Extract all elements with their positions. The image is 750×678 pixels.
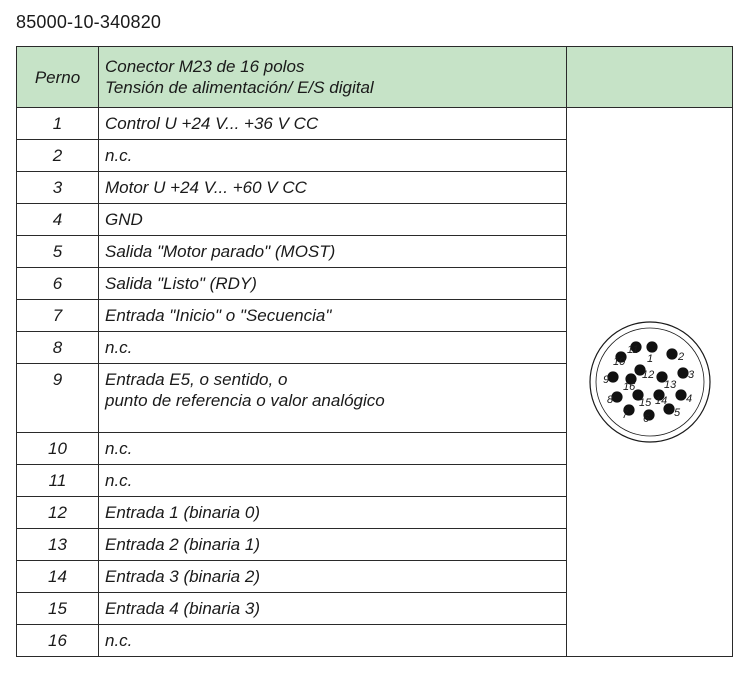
pin-number: 11 [17,465,99,497]
pin-number: 3 [17,172,99,204]
connector-pin-label-10: 10 [612,356,625,368]
connector-pin-3 [677,367,688,378]
connector-pin-label-3: 3 [687,369,694,381]
connector-pin-label-1: 1 [646,353,653,365]
connector-pin-label-2: 2 [677,351,684,363]
connector-pin-label-6: 6 [642,413,649,425]
pin-number: 15 [17,593,99,625]
pin-number: 14 [17,561,99,593]
header-title [99,47,567,108]
pin-description [99,364,567,433]
table-row [17,108,733,140]
header-diagram-cell [567,47,733,108]
pin-description: Salida "Motor parado" (MOST) [99,236,567,268]
connector-diagram-cell [567,108,733,657]
connector-pin-1 [646,341,657,352]
pin-number: 1 [17,108,99,140]
pin-number: 2 [17,140,99,172]
pin-description: Motor U +24 V... +60 V CC [99,172,567,204]
pin-number: 8 [17,332,99,364]
pin-number: 4 [17,204,99,236]
pin-description-line1: Entrada E5, o sentido, o [105,370,288,389]
pin-description: Entrada 1 (binaria 0) [99,497,567,529]
pin-description: Control U +24 V... +36 V CC [99,108,567,140]
pin-number: 10 [17,433,99,465]
connector-pin-label-9: 9 [602,374,609,386]
connector-pin-label-5: 5 [673,407,680,419]
m23-connector-icon [585,317,715,447]
pin-number: 16 [17,625,99,657]
pin-number: 6 [17,268,99,300]
pin-number: 13 [17,529,99,561]
connector-pin-label-7: 7 [621,409,628,421]
connector-pin-2 [666,348,677,359]
connector-pin-label-14: 14 [654,395,667,407]
part-number: 85000-10-340820 [16,12,162,32]
pin-number: 7 [17,300,99,332]
pin-description: n.c. [99,433,567,465]
table-header-row [17,47,733,108]
pin-description: GND [99,204,567,236]
pin-description: n.c. [99,140,567,172]
pin-number: 12 [17,497,99,529]
header-pin: Perno [17,47,99,108]
connector-diagram [573,317,726,447]
connector-pin-label-16: 16 [622,381,635,393]
header-title-line2: Tensión de alimentación/ E/S digital [105,78,374,97]
connector-pin-label-12: 12 [641,369,654,381]
pin-description: Entrada "Inicio" o "Secuencia" [99,300,567,332]
pin-number: 9 [17,364,99,433]
pin-description: Entrada 2 (binaria 1) [99,529,567,561]
pin-assignment-table [16,46,733,657]
pin-description: n.c. [99,465,567,497]
connector-pin-label-13: 13 [663,379,676,391]
connector-pin-label-8: 8 [606,394,613,406]
connector-pin-label-4: 4 [685,393,692,405]
connector-pin-label-15: 15 [638,397,651,409]
pin-description: n.c. [99,332,567,364]
header-title-line1: Conector M23 de 16 polos [105,57,305,76]
pin-description: Salida "Listo" (RDY) [99,268,567,300]
connector-pin-label-11: 11 [626,344,638,356]
connector-pin-4 [675,389,686,400]
pin-description: Entrada 4 (binaria 3) [99,593,567,625]
pin-description: Entrada 3 (binaria 2) [99,561,567,593]
pin-number: 5 [17,236,99,268]
pin-description: n.c. [99,625,567,657]
pin-description-line2: punto de referencia o valor analógico [105,391,385,410]
